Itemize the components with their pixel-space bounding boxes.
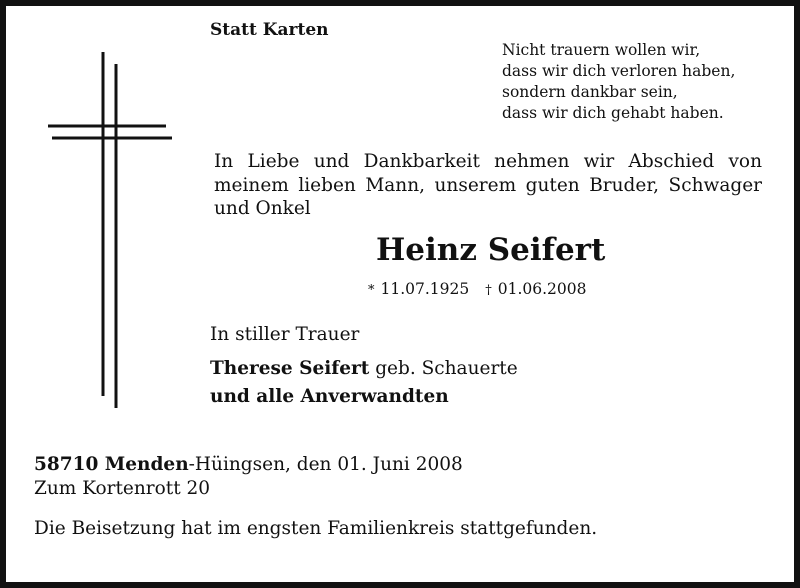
deceased-name: Heinz Seifert [376, 232, 606, 268]
widow-name: Therese Seifert [210, 358, 370, 379]
death-symbol: † [485, 283, 492, 298]
life-dates [368, 280, 587, 298]
poem-line: dass wir dich gehabt haben. [502, 104, 724, 122]
relatives-line: und alle Anverwandten [210, 386, 449, 407]
intro-line: und Onkel [214, 198, 311, 219]
death-date: 01.06.2008 [497, 280, 587, 298]
address-line [34, 454, 463, 475]
poem-line: dass wir dich verloren haben, [502, 62, 736, 80]
mourning-line: In stiller Trauer [210, 324, 360, 345]
birth-date: 11.07.1925 [380, 280, 470, 298]
burial-note: Die Beisetzung hat im engsten Familienkreis stattgefunden. [34, 518, 598, 539]
poem [502, 40, 735, 124]
poem-line: sondern dankbar sein, [502, 83, 678, 101]
header-title: Statt Karten [210, 20, 329, 40]
cross-icon [42, 46, 174, 412]
poem-line: Nicht trauern wollen wir, [502, 41, 701, 59]
widow-maiden-name: geb. Schauerte [375, 358, 518, 379]
intro-line: In Liebe und Dankbarkeit nehmen wir Abschied von [214, 151, 762, 172]
birth-symbol: * [368, 283, 375, 298]
intro-line: meinem lieben Mann, unserem guten Bruder, Schwager [214, 174, 762, 196]
widow-line [210, 358, 518, 379]
address-street: Zum Kortenrott 20 [34, 478, 211, 499]
address-date: -Hüingsen, den 01. Juni 2008 [188, 454, 463, 475]
intro-text [214, 150, 762, 221]
postcode-city: 58710 Menden [34, 454, 189, 475]
